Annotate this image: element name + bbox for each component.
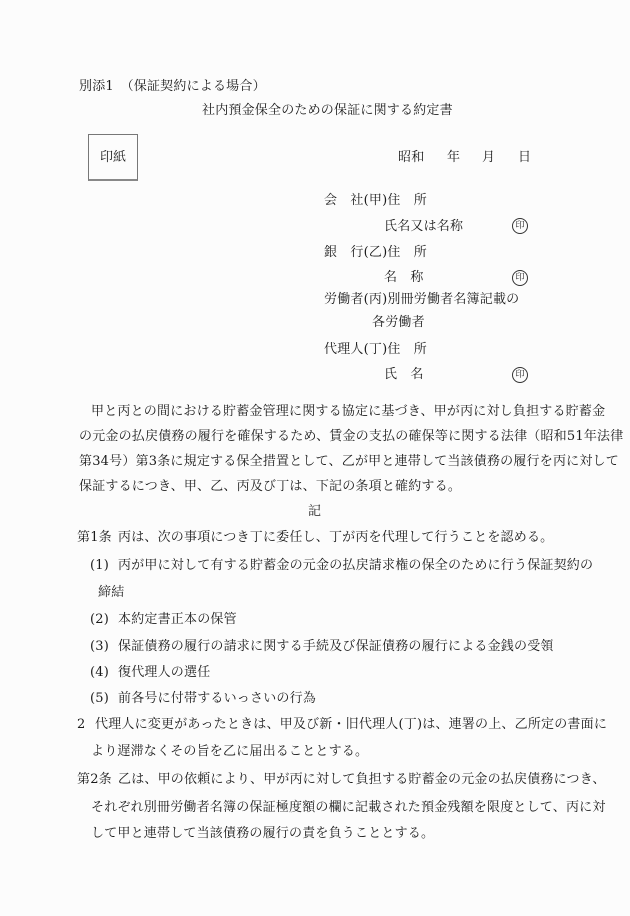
- item-number: (1): [90, 558, 110, 573]
- article-1-text: 丙は、次の事項につき丁に委任し、丁が丙を代理して行うことを認める。: [118, 530, 554, 545]
- article-2-heading: 第2条: [77, 772, 112, 787]
- seal-icon: 印: [512, 218, 528, 234]
- paragraph-number: 2: [77, 717, 86, 732]
- article-1-heading: 第1条: [77, 530, 112, 545]
- attachment-label: 別添1 （保証契約による場合）: [79, 79, 266, 94]
- item-number: (2): [90, 612, 110, 627]
- revenue-stamp-box: [88, 134, 138, 181]
- item-text: 保証債務の履行の請求に関する手続及び保証債務の履行による金銭の受領: [118, 639, 554, 654]
- article-2-line: して甲と連帯して当該債務の履行の責を負うこととする。: [91, 826, 435, 841]
- preamble-line: 第34号）第3条に規定する保全措置として、乙が甲と連帯して当該債務の履行を丙に対して: [79, 454, 619, 469]
- item-number: (5): [90, 691, 110, 706]
- seal-icon: 印: [512, 367, 528, 383]
- article-2-line: それぞれ別冊労働者名簿の保証極度額の欄に記載された預金残額を限度として、丙に対: [91, 800, 606, 815]
- preamble-line: 保証するにつき、甲、乙、丙及び丁は、下記の条項と確約する。: [79, 479, 462, 494]
- item-text: 前各号に付帯するいっさいの行為: [118, 691, 317, 706]
- seal-icon: 印: [512, 270, 528, 286]
- item-number: (3): [90, 639, 110, 654]
- preamble-line: 甲と丙との間における貯蓄金管理に関する協定に基づき、甲が丙に対し負担する貯蓄金: [91, 404, 606, 419]
- item-text: 復代理人の選任: [118, 665, 211, 680]
- item-text: 本約定書正本の保管: [118, 612, 237, 627]
- document-title: 社内預金保全のための保証に関する約定書: [202, 103, 453, 118]
- company-address-label: 会 社(甲)住 所: [324, 193, 427, 208]
- item-number: (4): [90, 665, 110, 680]
- item-text: 丙が甲に対して有する貯蓄金の元金の払戻請求権の保全のために行う保証契約の: [118, 558, 594, 573]
- ki-heading: 記: [308, 504, 322, 519]
- workers-label-cont: 各労働者: [372, 315, 425, 330]
- preamble-line: の元金の払戻債務の履行を確保するため、賃金の支払の確保等に関する法律（昭和51年法律: [79, 429, 624, 444]
- item-text-cont: 締結: [98, 585, 125, 600]
- date-year-label: 年: [447, 150, 461, 165]
- date-era: 昭和: [398, 150, 425, 165]
- company-name-label: 氏名又は名称: [384, 219, 464, 234]
- bank-name-label: 名 称: [384, 270, 424, 285]
- bank-address-label: 銀 行(乙)住 所: [324, 245, 427, 260]
- agent-name-label: 氏 名: [384, 367, 424, 382]
- date-day-label: 日: [518, 150, 532, 165]
- revenue-stamp-label: 印紙: [99, 149, 126, 165]
- article-1-para2-line: 代理人に変更があったときは、甲及び新・旧代理人(丁)は、連署の上、乙所定の書面に: [95, 717, 608, 732]
- article-2-line: 乙は、甲の依頼により、甲が丙に対して負担する貯蓄金の元金の払戻債務につき、: [118, 772, 606, 787]
- date-month-label: 月: [482, 150, 496, 165]
- agent-address-label: 代理人(丁)住 所: [324, 342, 427, 357]
- article-1-para2-line: より遅滞なくその旨を乙に届出ることとする。: [91, 744, 369, 759]
- workers-label: 労働者(丙)別冊労働者名簿記載の: [324, 292, 520, 307]
